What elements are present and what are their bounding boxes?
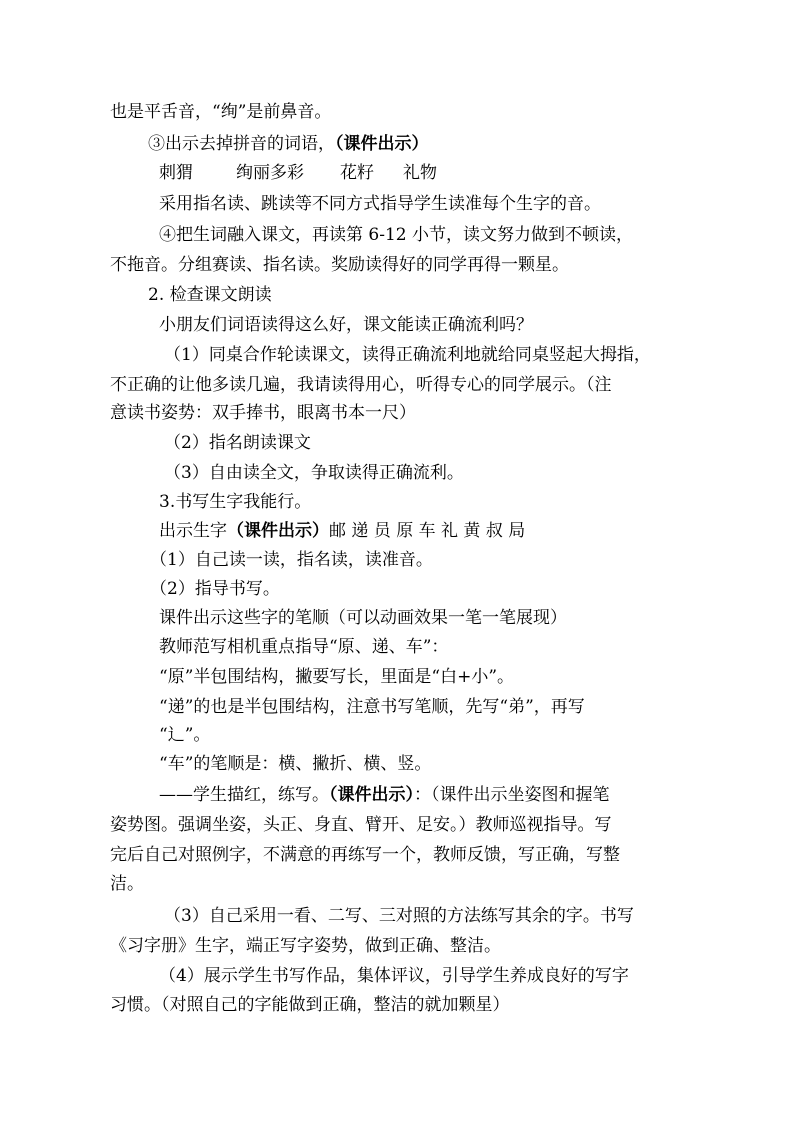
text-line: “车”的笔顺是：横、撇折、横、竖。 xyxy=(159,754,432,774)
text-line: （2）指导书写。 xyxy=(150,579,280,599)
text-line: 课件出示这些字的笔顺（可以动画效果一笔一笔展现） xyxy=(159,608,567,628)
vocab-word: 礼物 xyxy=(403,163,437,183)
character-list: 邮 递 员 原 车 礼 黄 叔 局 xyxy=(329,521,526,541)
text-line: “递”的也是半包围结构，注意书写笔顺，先写“弟”，再写 xyxy=(159,697,585,717)
text-span: ③出示去掉拼音的词语， xyxy=(148,134,335,154)
text-span: 出示生字 xyxy=(159,521,227,541)
text-line: 意读书姿势：双手捧书，眼离书本一尺） xyxy=(110,403,416,423)
text-line: （1）同桌合作轮读课文，读得正确流利地就给同桌竖起大拇指， xyxy=(164,345,651,365)
text-line: 不正确的让他多读几遍，我请读得用心，听得专心的同学展示。（注 xyxy=(110,375,612,395)
text-line xyxy=(148,133,429,155)
text-line: 教师范写相机重点指导“原、递、车”： xyxy=(159,637,449,657)
text-line: （2）指名朗读课文 xyxy=(164,433,311,453)
text-span: ——学生描红，练写。 xyxy=(159,785,329,805)
text-line: （3）自己采用一看、二写、三对照的方法练写其余的字。书写 xyxy=(164,906,634,926)
text-line: 姿势图。强调坐姿，头正、身直、臂开、足安。）教师巡视指导。写 xyxy=(110,815,612,835)
text-span: ：（课件出示坐姿图和握笔 xyxy=(414,785,610,805)
text-line xyxy=(159,520,525,542)
text-line: 采用指名读、跳读等不同方式指导学生读准每个生字的音。 xyxy=(159,194,601,214)
text-line: 完后自己对照例字，不满意的再练写一个，教师反馈，写正确，写整 xyxy=(110,845,620,865)
vocab-word: 花籽 xyxy=(340,163,374,183)
bold-text-span: （课件出示） xyxy=(335,134,429,154)
text-line: 《习字册》生字，端正写字姿势，做到正确、整洁。 xyxy=(110,936,501,956)
text-line: （4）展示学生书写作品，集体评议，引导学生养成良好的写字 xyxy=(159,966,629,986)
bold-text-span: （课件出示） xyxy=(227,521,329,541)
text-line: （3）自由读全文，争取读得正确流利。 xyxy=(164,463,464,483)
text-line: “原”半包围结构，撇要写长，里面是“白+小”。 xyxy=(159,667,515,687)
text-line: “辶”。 xyxy=(159,725,211,745)
text-line: 洁。 xyxy=(110,874,144,894)
text-line: 小朋友们词语读得这么好，课文能读正确流利吗？ xyxy=(159,315,533,335)
text-line: 也是平舌音，“绚”是前鼻音。 xyxy=(110,102,332,122)
text-line xyxy=(159,784,610,806)
text-line: ④把生词融入课文，再读第 6-12 小节，读文努力做到不顿读， xyxy=(159,225,633,245)
bold-text-span: （课件出示） xyxy=(329,785,414,805)
section-heading: 2. 检查课文朗读 xyxy=(148,285,272,305)
text-line: （1）自己读一读，指名读，读准音。 xyxy=(150,550,433,570)
vocab-word: 绚丽多彩 xyxy=(236,163,304,183)
text-line: 不拖音。分组赛读、指名读。奖励读得好的同学再得一颗星。 xyxy=(110,255,569,275)
section-heading: 3.书写生字我能行。 xyxy=(159,492,312,512)
vocab-word: 刺猬 xyxy=(159,163,193,183)
text-line: 习惯。（对照自己的字能做到正确，整洁的就加颗星） xyxy=(110,995,510,1015)
